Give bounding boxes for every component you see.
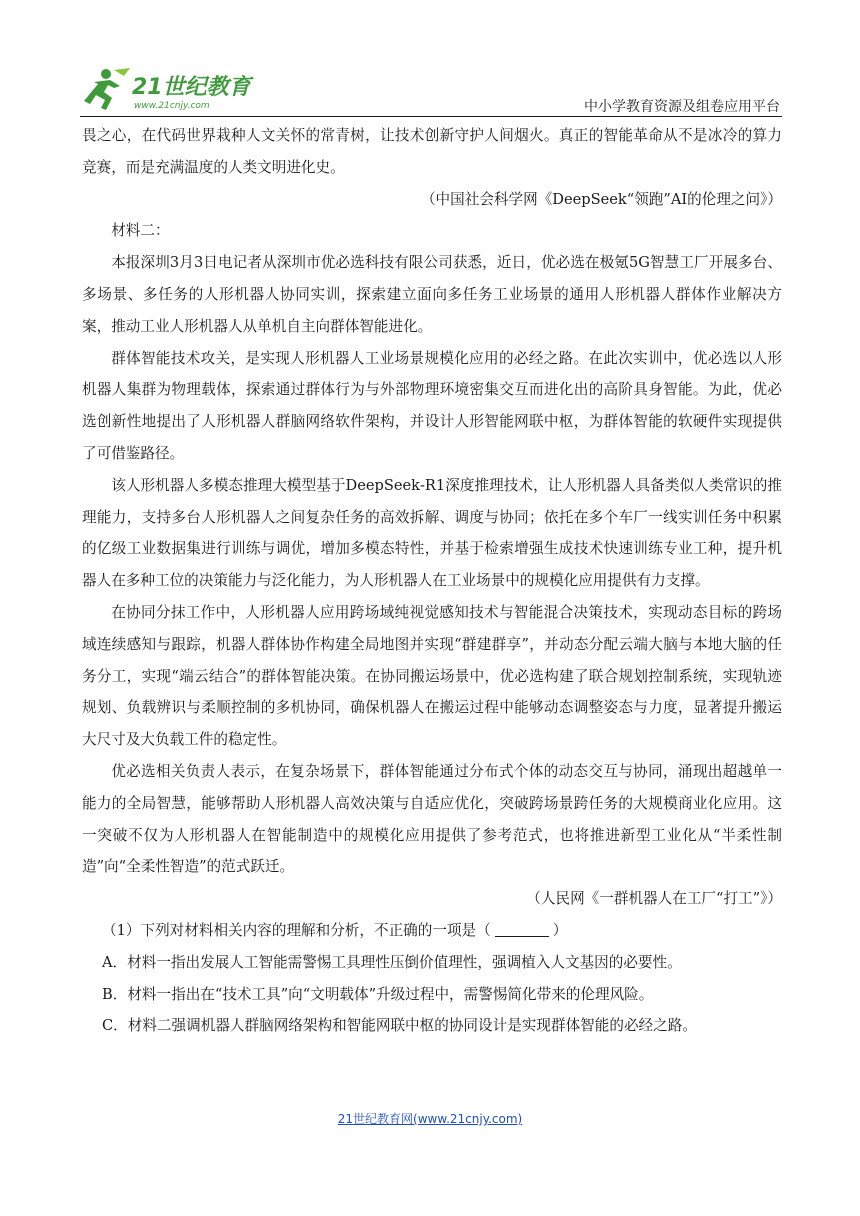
site-logo xyxy=(80,66,260,114)
question-close: ） xyxy=(552,921,568,939)
answer-blank xyxy=(495,922,549,937)
source-citation: （中国社会科学网《DeepSeek“领跑”AI的伦理之问》） xyxy=(420,190,782,208)
page-header xyxy=(80,62,780,118)
paragraph: 本报深圳3月3日电记者从深圳市优必选科技有限公司获悉，近日，优必选在极氪5G智慧工厂开展多台、多场景、多任务的人形机器人协同实训，探索建立面向多任务工业场景的通用人形机器人群体作业解决方案，推动工业人形机器人从单机自主向群体智能进化。 xyxy=(82,254,782,335)
question-text: （1）下列对材料相关内容的理解和分析，不正确的一项是（ xyxy=(102,921,491,939)
svg-text:www.21cnjy.com: www.21cnjy.com xyxy=(134,101,210,111)
paragraph: 在协同分抹工作中，人形机器人应用跨场域纯视觉感知技术与智能混合决策技术，实现动态目标的跨场域连续感知与跟踪，机器人群体协作构建全局地图并实现“群建群享”，并动态分配云端大脑与本地大脑的任务分工，实现“端云结合”的群体智能决策。在协同搬运场景中，优必选构建了联合规划控制系统，实现轨迹规划、负载辨识与柔顺控制的多机协同，确保机器人在搬运过程中能够动态调整姿态与力度，显著提升搬运大尺寸及大负载工件的稳定性。 xyxy=(82,603,782,749)
footer-link[interactable]: 21世纪教育网(www.21cnjy.com) xyxy=(337,1112,523,1126)
option-a: A．材料一指出发展人工智能需警惕工具理性压倒价值理性，强调植入人文基因的必要性。 xyxy=(102,953,682,971)
document-body xyxy=(82,120,782,1042)
option-c: C．材料二强调机器人群脑网络架构和智能网联中枢的协同设计是实现群体智能的必经之路。 xyxy=(102,1017,697,1035)
question-stem xyxy=(82,915,782,947)
option-b: B．材料一指出在“技术工具”向“文明载体”升级过程中，需警惕简化带来的伦理风险。 xyxy=(102,985,654,1003)
page-footer xyxy=(0,1110,860,1127)
paragraph: 优必选相关负责人表示，在复杂场景下，群体智能通过分布式个体的动态交互与协同，涌现出超越单一能力的全局智慧，能够帮助人形机器人高效决策与自适应优化，突破跨场景跨任务的大规模商业化应用。这一突破不仅为人形机器人在智能制造中的规模化应用提供了参考范式，也将推进新型工业化从“半柔性制造”向“全柔性智造”的范式跃迁。 xyxy=(82,762,782,876)
section-heading: 材料二： xyxy=(111,222,170,240)
source-citation: （人民网《一群机器人在工厂“打工”》） xyxy=(526,890,782,908)
paragraph: 群体智能技术攻关，是实现人形机器人工业场景规模化应用的必经之路。在此次实训中，优必选以人形机器人集群为物理载体，探索通过群体行为与外部物理环境密集交互而进化出的高阶具身智能。为此，优必选创新性地提出了人形机器人群脑网络软件架构，并设计人形智能网联中枢，为群体智能的软硬件实现提供了可借鉴路径。 xyxy=(82,349,782,462)
svg-text:21世纪教育: 21世纪教育 xyxy=(132,75,251,100)
paragraph: 畏之心，在代码世界栽种人文关怀的常青树，让技术创新守护人间烟火。真正的智能革命从不是冰冷的算力竞赛，而是充满温度的人类文明进化史。 xyxy=(82,127,782,176)
paragraph: 该人形机器人多模态推理大模型基于DeepSeek‐R1深度推理技术，让人形机器人具备类似人类常识的推理能力，支持多台人形机器人之间复杂任务的高效拆解、调度与协同；依托在多个车厂一线实训任务中积累的亿级工业数据集进行训练与调优，增加多模态特性，并基于检索增强生成技术快速训练专业工种，提升机器人在多种工位的决策能力与泛化能力，为人形机器人在工业场景中的规模化应用提供有力支撑。 xyxy=(82,476,782,590)
header-divider xyxy=(80,116,782,117)
platform-name: 中小学教育资源及组卷应用平台 xyxy=(584,99,780,115)
